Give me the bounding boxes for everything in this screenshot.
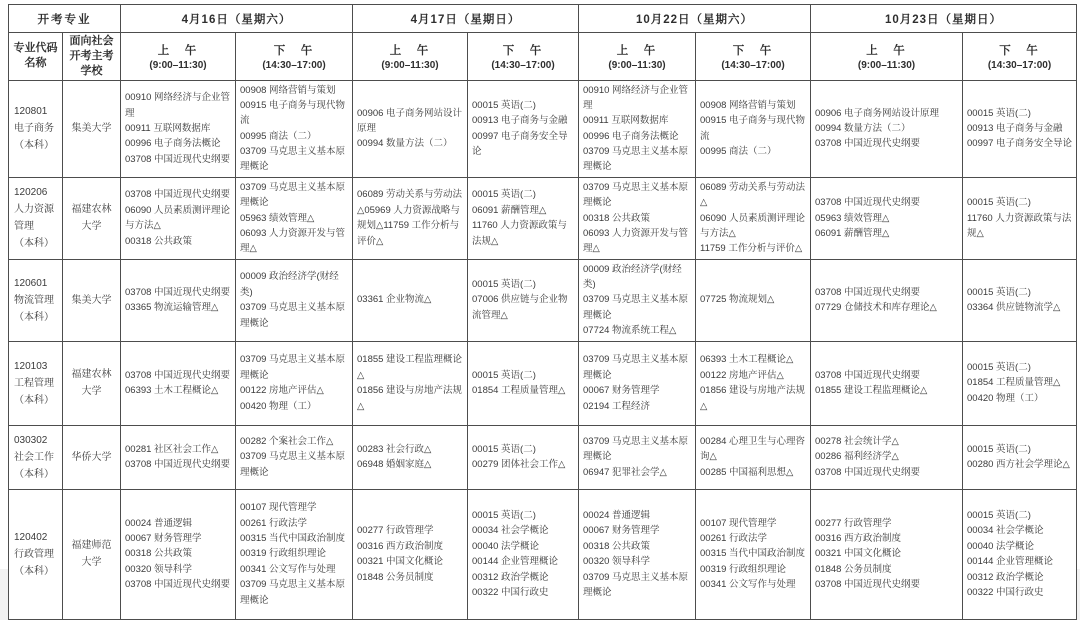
header-oct22-pm	[696, 33, 811, 81]
course-item: 03708 中国近现代史纲要	[125, 579, 231, 591]
major-code: 030302	[14, 434, 48, 446]
course-item: 03708 中国近现代史纲要	[815, 197, 921, 209]
session-cell	[579, 489, 696, 619]
session-cell	[696, 80, 811, 177]
header-apr17-am	[353, 33, 468, 81]
major-level: （本科）	[14, 238, 54, 250]
session-time: (9:00–11:30)	[381, 59, 439, 71]
course-item: 00994 数量方法（二）	[815, 122, 911, 134]
session-cell	[468, 177, 579, 259]
course-item: 00015 英语(二)	[967, 286, 1031, 298]
course-item: 00284 心理卫生与心理咨询△	[700, 436, 806, 463]
course-item: 01854 工程质量管理△	[472, 385, 566, 397]
major-level: （本科）	[14, 311, 54, 323]
course-item: 00420 物理（工）	[240, 400, 317, 412]
course-item: 03361 企业物流△	[357, 294, 432, 306]
course-item: 00040 法学概论	[967, 540, 1035, 552]
table-header	[9, 5, 1077, 81]
course-item: 07725 物流规划△	[700, 294, 775, 306]
course-item: 06948 婚姻家庭△	[357, 459, 432, 471]
header-major-code-name: 专业代码 名称	[9, 33, 63, 81]
header-date-oct22: 10月22日（星期六）	[579, 5, 811, 33]
course-item: 02194 工程经济	[583, 400, 651, 412]
course-item: 06393 土木工程概论△	[700, 354, 794, 366]
course-item: 00034 社会学概论	[967, 525, 1044, 537]
session-cell	[579, 259, 696, 341]
session-cell	[696, 425, 811, 489]
course-item: 01855 建设工程监理概论△	[357, 354, 463, 381]
course-item: 00341 公文写作与处理	[700, 579, 796, 591]
major-level: （本科）	[14, 394, 54, 406]
course-item: 00316 西方政治制度	[815, 533, 902, 545]
session-cell	[579, 80, 696, 177]
session-cell	[696, 259, 811, 341]
course-item: 00015 英语(二)	[967, 510, 1031, 522]
major-name: 电子商务	[14, 123, 54, 135]
session-label: 上 午	[389, 44, 431, 57]
table-row	[9, 259, 1077, 341]
schedule-body	[9, 80, 1077, 619]
course-item: 00319 行政组织理论	[240, 548, 327, 560]
school-cell: 集美大学	[63, 259, 121, 341]
course-item: 00915 电子商务与现代物流	[240, 99, 346, 127]
session-label: 下 午	[999, 44, 1040, 57]
course-item: 00906 电子商务网站设计原理	[357, 107, 463, 134]
course-item: 00906 电子商务网站设计原理	[815, 107, 940, 119]
session-cell	[468, 259, 579, 341]
course-item: 06089 劳动关系与劳动法△	[700, 181, 806, 209]
course-item: 00315 当代中国政治制度	[700, 548, 806, 560]
session-cell	[963, 259, 1077, 341]
session-cell	[811, 80, 963, 177]
course-item: 03709 马克思主义基本原理概论	[583, 181, 689, 209]
course-item: 00280 西方社会学理论△	[967, 459, 1070, 471]
course-item: 00009 政治经济学(财经类)	[240, 271, 339, 298]
course-item: 00015 英语(二)	[967, 443, 1031, 455]
course-item: 00915 电子商务与现代物流	[700, 115, 806, 142]
course-item: 00122 房地产评估△	[240, 385, 324, 397]
major-code: 120601	[14, 277, 48, 289]
course-item: 00910 网络经济与企业管理	[583, 84, 689, 111]
course-item: 00316 西方政治制度	[357, 540, 444, 552]
course-item: 00315 当代中国政治制度	[240, 533, 346, 545]
header-oct22-am	[579, 33, 696, 81]
major-name: 社会工作	[14, 451, 54, 463]
header-date-apr16: 4月16日（星期六）	[121, 5, 353, 33]
course-item: 06093 人力资源开发与管理△	[583, 227, 689, 255]
session-cell	[963, 80, 1077, 177]
course-item: 00997 电子商务安全导论	[967, 138, 1073, 150]
session-label: 上 午	[616, 44, 658, 57]
session-label: 上 午	[866, 44, 907, 57]
session-cell	[696, 177, 811, 259]
session-cell	[121, 259, 236, 341]
course-item: 06089 劳动关系与劳动法△	[357, 189, 463, 216]
course-item: 03709 马克思主义基本原理概论	[240, 451, 346, 478]
course-item: 00995 商法（二）	[240, 130, 317, 142]
course-item: 06091 薪酬管理△	[815, 227, 890, 239]
session-cell	[353, 425, 468, 489]
table-row	[9, 341, 1077, 425]
header-date-apr17: 4月17日（星期日）	[353, 5, 579, 33]
session-cell	[236, 259, 353, 341]
major-name: 工程管理	[14, 377, 54, 389]
session-cell	[353, 341, 468, 425]
course-item: 00278 社会统计学△	[815, 436, 899, 448]
course-item: 03709 马克思主义基本原理概论	[583, 146, 689, 173]
course-item: 00420 物理（工）	[967, 392, 1044, 404]
course-item: 01848 公务员制度	[357, 571, 434, 583]
course-item: 03709 马克思主义基本原理概论	[583, 436, 689, 463]
table-row	[9, 489, 1077, 619]
session-cell	[121, 80, 236, 177]
session-cell	[468, 80, 579, 177]
course-item: 03709 马克思主义基本原理概论	[240, 579, 346, 606]
course-item: 00107 现代管理学	[240, 502, 317, 514]
course-item: 00107 现代管理学	[700, 517, 777, 529]
major-code: 120801	[14, 106, 48, 118]
course-item: 00015 英语(二)	[472, 369, 536, 381]
course-item: 00321 中国文化概论	[357, 556, 444, 568]
session-time: (9:00–11:30)	[608, 59, 666, 71]
course-item: 11759 工作分析与评价△	[700, 243, 803, 255]
course-item: 07006 供应链与企业物流管理△	[472, 294, 568, 321]
major-cell	[9, 425, 63, 489]
session-label: 下 午	[502, 44, 544, 57]
course-item: 06090 人员素质测评理论与方法△	[700, 212, 806, 239]
session-cell	[121, 489, 236, 619]
course-item: 03365 物流运输管理△	[125, 302, 219, 314]
session-cell	[963, 489, 1077, 619]
header-apr16-am	[121, 33, 236, 81]
course-item: 00285 中国福利思想△	[700, 466, 794, 478]
course-item: 11760 人力资源政策与法规△	[472, 220, 567, 247]
course-item: 00015 英语(二)	[967, 197, 1031, 209]
course-item: 00908 网络营销与策划	[700, 99, 796, 111]
course-item: 00320 领导科学	[583, 556, 651, 568]
session-time: (9:00–11:30)	[857, 59, 916, 71]
table-row	[9, 425, 1077, 489]
course-item: 00322 中国行政史	[472, 586, 549, 598]
session-cell	[963, 425, 1077, 489]
course-item: 00320 领导科学	[125, 563, 193, 575]
major-cell	[9, 177, 63, 259]
course-item: 03708 中国近现代史纲要	[125, 189, 231, 201]
session-cell	[121, 177, 236, 259]
session-label: 下 午	[273, 44, 315, 57]
course-item: 00321 中国文化概论	[815, 548, 902, 560]
session-cell	[121, 425, 236, 489]
course-item: 00908 网络营销与策划	[240, 84, 336, 96]
course-item: 03708 中国近现代史纲要	[125, 286, 231, 298]
course-item: 05963 绩效管理△	[240, 212, 315, 224]
course-item: 03708 中国近现代史纲要	[815, 579, 921, 591]
session-cell	[468, 425, 579, 489]
school-cell: 福建农林大学	[63, 341, 121, 425]
session-cell	[236, 489, 353, 619]
course-item: 03709 马克思主义基本原理概论	[583, 571, 689, 598]
session-cell	[963, 177, 1077, 259]
course-item: 00319 行政组织理论	[700, 563, 787, 575]
course-item: 03708 中国近现代史纲要	[815, 138, 921, 150]
course-item: 07729 仓储技术和库存理论△	[815, 302, 937, 314]
course-item: 00282 个案社会工作△	[240, 436, 334, 448]
major-code: 120402	[14, 531, 48, 543]
course-item: 00122 房地产评估△	[700, 369, 784, 381]
session-cell	[353, 259, 468, 341]
session-cell	[579, 341, 696, 425]
course-item: 00015 英语(二)	[472, 279, 536, 291]
course-item: 03709 马克思主义基本原理概论	[240, 181, 346, 209]
major-level: （本科）	[14, 140, 54, 152]
course-item: 03708 中国近现代史纲要	[815, 286, 921, 298]
course-item: 00913 电子商务与金融	[472, 115, 568, 127]
course-item: 00261 行政法学	[240, 517, 308, 529]
session-cell	[236, 425, 353, 489]
course-item: 06947 犯罪社会学△	[583, 466, 667, 478]
course-item: 00024 普通逻辑	[125, 517, 193, 529]
course-item: 00318 公共政策	[583, 540, 651, 552]
session-cell	[236, 341, 353, 425]
course-item: 03708 中国近现代史纲要	[815, 369, 921, 381]
course-item: 00067 财务管理学	[583, 385, 660, 397]
course-item: 03708 中国近现代史纲要	[125, 369, 231, 381]
header-oct23-pm	[963, 33, 1077, 81]
session-time: (14:30–17:00)	[721, 59, 785, 71]
header-date-oct23: 10月23日（星期日）	[811, 5, 1077, 33]
course-item: 00910 网络经济与企业管理	[125, 92, 231, 119]
header-date-row	[9, 5, 1077, 33]
table-row	[9, 177, 1077, 259]
school-cell: 华侨大学	[63, 425, 121, 489]
session-label: 下 午	[732, 44, 774, 57]
course-item: 00015 英语(二)	[472, 443, 536, 455]
course-item: 00034 社会学概论	[472, 525, 549, 537]
course-item: 03364 供应链物流学△	[967, 302, 1061, 314]
course-item: 00913 电子商务与金融	[967, 122, 1063, 134]
course-item: 01854 工程质量管理△	[967, 377, 1061, 389]
header-session-row	[9, 33, 1077, 81]
course-item: 06393 土木工程概论△	[125, 385, 219, 397]
course-item: 00312 政治学概论	[472, 571, 549, 583]
course-item: 00911 互联网数据库	[125, 122, 211, 134]
major-code: 120206	[14, 187, 48, 199]
course-item: 00996 电子商务法概论	[583, 130, 679, 142]
course-item: 00318 公共政策	[125, 235, 193, 247]
school-cell: 福建师范大学	[63, 489, 121, 619]
course-item: 00144 企业管理概论	[472, 556, 559, 568]
course-item: 11760 人力资源政策与法规△	[967, 212, 1072, 239]
session-cell	[353, 177, 468, 259]
course-item: 00995 商法（二）	[700, 146, 777, 158]
course-item: 11759 工作分析与评价△	[357, 220, 460, 247]
course-item: 03708 中国近现代史纲要	[125, 153, 231, 165]
session-cell	[696, 341, 811, 425]
course-item: 07724 物流系统工程△	[583, 325, 677, 337]
course-item: 00279 团体社会工作△	[472, 459, 566, 471]
course-item: 06093 人力资源开发与管理△	[240, 227, 346, 255]
course-item: 00277 行政管理学	[357, 525, 434, 537]
major-cell	[9, 341, 63, 425]
session-cell	[963, 341, 1077, 425]
header-oct23-am	[811, 33, 963, 81]
school-cell: 福建农林大学	[63, 177, 121, 259]
major-level: （本科）	[14, 468, 54, 480]
session-label: 上 午	[157, 44, 199, 57]
course-item: 00024 普通逻辑	[583, 510, 651, 522]
session-cell	[811, 425, 963, 489]
session-cell	[579, 177, 696, 259]
header-apr16-pm	[236, 33, 353, 81]
session-cell	[468, 341, 579, 425]
course-item: 01848 公务员制度	[815, 563, 892, 575]
course-item: 00994 数量方法（二）	[357, 138, 453, 150]
course-item: 00312 政治学概论	[967, 571, 1044, 583]
course-item: 00997 电子商务安全导论	[472, 130, 568, 158]
major-name: 行政管理	[14, 548, 54, 560]
course-item: 06091 薪酬管理△	[472, 204, 547, 216]
course-item: 00144 企业管理概论	[967, 556, 1054, 568]
course-item: 06090 人员素质测评理论与方法△	[125, 204, 231, 232]
session-cell	[811, 341, 963, 425]
session-cell	[353, 80, 468, 177]
course-item: 00067 财务管理学	[583, 525, 660, 537]
course-item: 00277 行政管理学	[815, 517, 892, 529]
session-cell	[696, 489, 811, 619]
session-cell	[811, 177, 963, 259]
session-cell	[468, 489, 579, 619]
major-cell	[9, 80, 63, 177]
course-item: 00286 福利经济学△	[815, 451, 899, 463]
course-item: 00015 英语(二)	[967, 107, 1031, 119]
header-major-label: 开考专业	[9, 5, 121, 33]
course-item: 00015 英语(二)	[472, 99, 536, 111]
major-name: 人力资源管理	[14, 204, 54, 233]
session-cell	[811, 259, 963, 341]
session-cell	[236, 177, 353, 259]
course-item: 03708 中国近现代史纲要	[125, 459, 231, 471]
course-item: 01856 建设与房地产法规△	[357, 385, 463, 412]
course-item: 00283 社会行政△	[357, 443, 432, 455]
session-time: (14:30–17:00)	[262, 59, 326, 71]
session-time: (14:30–17:00)	[491, 59, 555, 71]
course-item: 00015 英语(二)	[472, 510, 536, 522]
course-item: 03709 马克思主义基本原理概论	[583, 294, 689, 321]
course-item: 00015 英语(二)	[967, 362, 1031, 374]
course-item: 00996 电子商务法概论	[125, 138, 221, 150]
major-cell	[9, 489, 63, 619]
session-cell	[811, 489, 963, 619]
course-item: 00318 公共政策	[125, 548, 193, 560]
course-item: 00009 政治经济学(财经类)	[583, 263, 682, 291]
course-item: 00281 社区社会工作△	[125, 443, 219, 455]
course-item: 03709 马克思主义基本原理概论	[240, 146, 346, 173]
course-item: 05963 绩效管理△	[815, 212, 890, 224]
course-item: 00040 法学概论	[472, 540, 540, 552]
header-school: 面向社会 开考主考 学校	[63, 33, 121, 81]
school-cell: 集美大学	[63, 80, 121, 177]
major-code: 120103	[14, 360, 48, 372]
table-row	[9, 80, 1077, 177]
course-item: 05969 人力资源战略与规划△	[357, 204, 460, 232]
course-item: 00322 中国行政史	[967, 586, 1044, 598]
session-cell	[121, 341, 236, 425]
session-time: (9:00–11:30)	[149, 59, 207, 71]
session-cell	[353, 489, 468, 619]
course-item: 03708 中国近现代史纲要	[815, 466, 921, 478]
course-item: 03709 马克思主义基本原理概论	[583, 354, 689, 381]
course-item: 00911 互联网数据库	[583, 115, 669, 127]
course-item: 00261 行政法学	[700, 533, 768, 545]
major-level: （本科）	[14, 565, 54, 577]
course-item: 00341 公文写作与处理	[240, 563, 336, 575]
session-cell	[579, 425, 696, 489]
course-item: 00015 英语(二)	[472, 189, 536, 201]
course-item: 03709 马克思主义基本原理概论	[240, 354, 346, 381]
session-time: (14:30–17:00)	[987, 59, 1052, 71]
session-cell	[236, 80, 353, 177]
course-item: 01855 建设工程监理概论△	[815, 385, 928, 397]
major-name: 物流管理	[14, 294, 54, 306]
course-item: 00067 财务管理学	[125, 533, 202, 545]
course-item: 00318 公共政策	[583, 212, 651, 224]
course-item: 03709 马克思主义基本原理概论	[240, 302, 346, 329]
major-cell	[9, 259, 63, 341]
header-apr17-pm	[468, 33, 579, 81]
exam-schedule-table	[8, 4, 1077, 620]
course-item: 01856 建设与房地产法规△	[700, 385, 806, 412]
